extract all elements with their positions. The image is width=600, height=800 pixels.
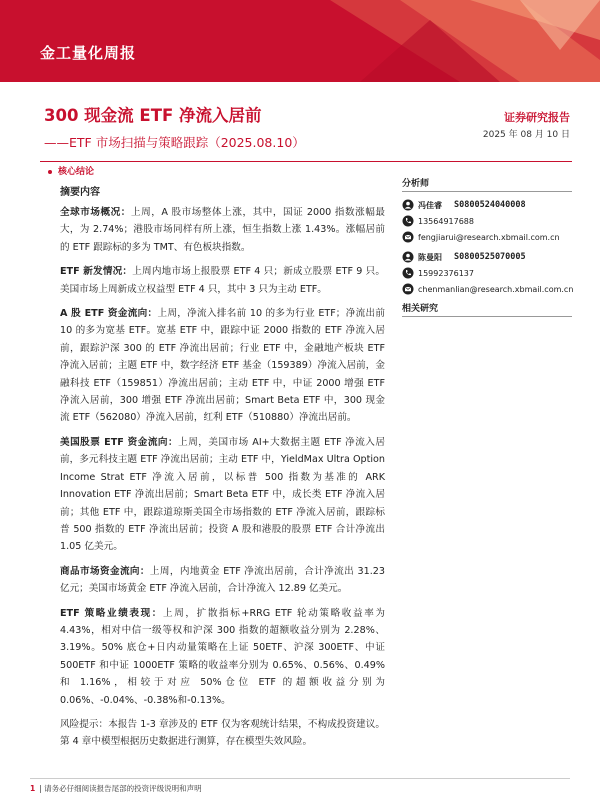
paragraph [60, 563, 385, 598]
person-icon [402, 199, 414, 211]
related-research-heading: 相关研究 [402, 301, 572, 317]
paragraph-text: 上周，净流入排名前 10 的多为行业 ETF；净流出前 10 的多为宽基 ETF。宽基 ETF 中，跟踪中证 2000 指数的 ETF 净流入居前，跟踪沪深 300 的 ETF 净流出居前；行业 ETF 中，金融地产板块 ETF 净流入居前；主题 ETF 中，数字经济 ETF 基金（159389）净流入居前，金融科技 ETF（159851）净流出居前；主动 ETF 中，中证 2000 增强 ETF 净流入居前，300 增强 ETF 净流出居前；Smart Beta ETF 中，300 现金流 ETF（562080）净流入居前，红利 ETF（510880）净流出居前。 [60, 308, 385, 424]
paragraph-text: 上周，美国市场 AI+大数据主题 ETF 净流入居前，多元科技主题 ETF 净流出居前；主动 ETF 中，YieldMax Ultra Option Income Strat ETF 净流入居前，以标普 500 指数为基准的 ARK Innovation ETF 净流出居前；Smart Beta ETF 中，成长类 ETF 净流入居前；其他 ETF 中，跟踪道琼斯美国全市场指数的 ETF 净流入居前，跟踪标普 500 指数的 ETF 净流出居前；投资 A 股和港股的股票 ETF 合计净流出 1.05 亿美元。 [60, 436, 385, 553]
analyst-email-row [402, 229, 572, 245]
analyst-name-row [402, 197, 572, 213]
analyst-card [402, 197, 572, 245]
brand-title: 金工量化周报 [40, 44, 137, 62]
summary-heading: 摘要内容 [60, 187, 100, 198]
paragraph [60, 305, 385, 427]
page-number: 1 [30, 784, 36, 793]
report-subtitle: ——ETF 市场扫描与策略跟踪（2025.08.10） [44, 135, 305, 150]
title-block [44, 104, 384, 154]
email-icon [402, 283, 414, 295]
analyst-phone-row [402, 265, 572, 281]
report-type: 证券研究报告 [504, 111, 570, 124]
bullet-dot [48, 170, 52, 174]
analyst-phone: 13564917688 [418, 216, 474, 226]
page-footer [30, 778, 570, 794]
core-conclusion-label: 核心结论 [58, 167, 95, 177]
banner-decoration [0, 0, 600, 82]
paragraph-lead: 全球市场概况： [60, 207, 131, 218]
analyst-name: 陈曼阳 [418, 252, 442, 262]
disclaimer-text: | 请务必仔细阅读报告尾部的投资评级说明和声明 [39, 784, 202, 793]
paragraph-text: 上周，内地黄金 ETF 净流出居前，合计净流出 31.23 亿元；美国市场黄金 ETF 净流入居前，合计净流入 12.89 亿美元。 [60, 565, 385, 595]
paragraph-text: 上周，扩散指标+RRG ETF 轮动策略收益率为 4.43%，相对中信一级等权和沪深 300 指数的超额收益分别为 2.28%、3.19%。50% 底仓+日内动量策略在上证 50ETF、沪深 300ETF、中证 500ETF 和中证 1000ETF 策略的收益率分别为 0.65%、0.56%、0.49%和 1.16%，相较于对应 50%仓位 ETF 的超额收益分别为 0.06%、-0.04%、-0.38%和-0.13%。 [60, 607, 385, 706]
analyst-email[interactable]: chenmanlian@research.xbmail.com.cn [418, 284, 574, 294]
header-banner [0, 0, 600, 82]
title-divider [40, 161, 572, 162]
summary-content [60, 204, 385, 758]
paragraph [60, 204, 385, 256]
paragraph-text: 上周，A 股市场整体上涨，其中，国证 2000 指数涨幅最大，为 2.74%；港股市场同样有所上涨，恒生指数上涨 1.43%。涨幅居前的 ETF 跟踪标的多为 TMT、有色板块指数。 [60, 207, 385, 253]
analyst-cert: S0800524040008 [454, 200, 526, 210]
paragraph-lead: 商品市场资金流向： [60, 565, 150, 577]
analyst-phone: 15992376137 [418, 268, 474, 278]
paragraph [60, 605, 385, 709]
paragraph-text: 风险提示：本报告 1-3 章涉及的 ETF 仅为客观统计结果，不构成投资建议。第 4 章中模型根据历史数据进行测算，存在模型失效风险。 [60, 718, 385, 748]
paragraph-lead: 美国股票 ETF 资金流向： [60, 436, 179, 448]
analyst-sidebar [402, 176, 572, 317]
phone-icon [402, 215, 414, 227]
analyst-name: 冯佳睿 [418, 200, 442, 210]
report-date: 2025 年 08 月 10 日 [482, 130, 570, 140]
report-title: 300 现金流 ETF 净流入居前 [44, 106, 262, 125]
risk-warning [60, 716, 385, 751]
analyst-name-row [402, 249, 572, 265]
analyst-email-row [402, 281, 572, 297]
analyst-card [402, 249, 572, 297]
paragraph-text: 上周内地市场上报股票 ETF 4 只；新成立股票 ETF 9 只。美国市场上周新成立权益型 ETF 4 只，其中 3 只为主动 ETF。 [60, 266, 385, 295]
analyst-cert: S0800525070005 [454, 252, 526, 262]
person-icon [402, 251, 414, 263]
paragraph-lead: ETF 新发情况： [60, 266, 133, 278]
email-icon [402, 231, 414, 243]
paragraph-lead: A 股 ETF 资金流向： [60, 308, 158, 320]
paragraph-lead: ETF 策略业绩表现： [60, 607, 164, 619]
paragraph [60, 434, 385, 556]
analyst-email[interactable]: fengjiarui@research.xbmail.com.cn [418, 232, 560, 242]
paragraph [60, 263, 385, 298]
phone-icon [402, 267, 414, 279]
analyst-phone-row [402, 213, 572, 229]
core-conclusion-heading [48, 164, 94, 177]
analysts-heading: 分析师 [402, 176, 572, 192]
